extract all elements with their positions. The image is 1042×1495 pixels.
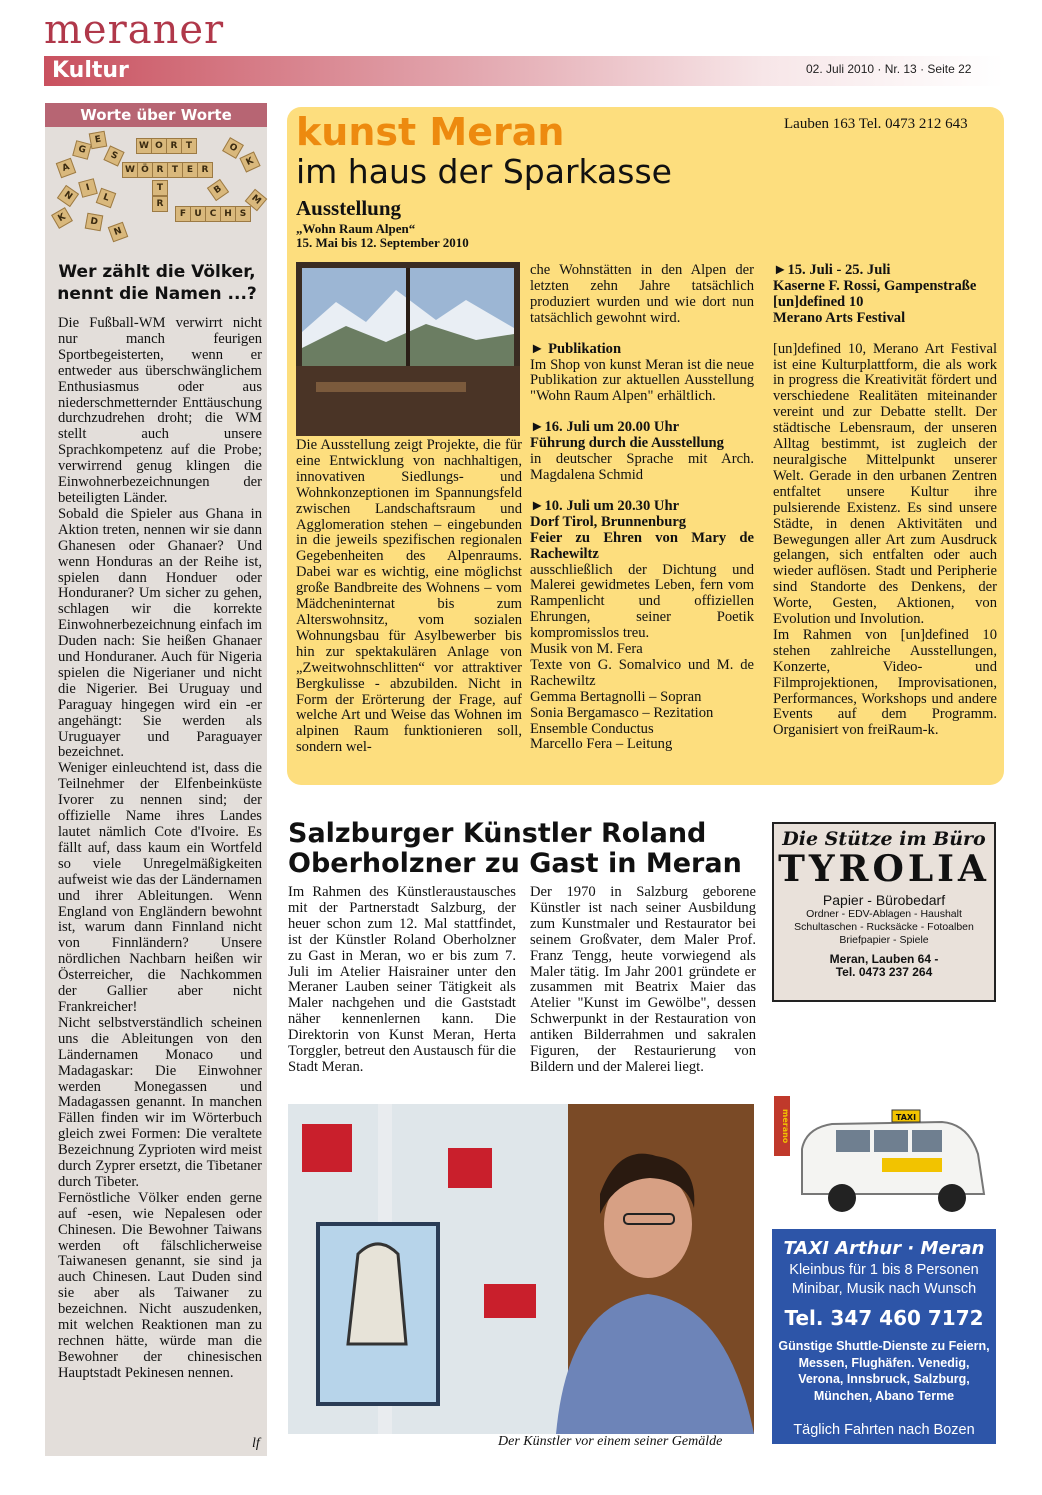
alpine-room-photo bbox=[296, 262, 520, 436]
taxi-shuttle-text: Günstige Shuttle-Dienste zu Feiern, Messen, Flughäfen. Venedig, Verona, Innsbruck, Salzburg, München, Abano Terme bbox=[778, 1339, 990, 1403]
event-celebration-text: ausschließlich der Dichtung und Malerei gewidmetes Leben, fern vom Rampenlicht und offiziellen Ehrungen, seiner Poetik kompromisslos treu. bbox=[530, 561, 754, 642]
section-title: Kultur bbox=[52, 58, 129, 83]
tyrolia-ad[interactable] bbox=[772, 822, 996, 1002]
ad-address-line: Meran, Lauben 64 - bbox=[829, 952, 939, 966]
ad-item-line: Briefpapier - Spiele bbox=[839, 934, 929, 946]
ad-item-line: Ordner - EDV-Ablagen - Haushalt bbox=[806, 908, 962, 920]
festival-text-2: Im Rahmen von [un]defined 10 stehen zahlreiche Ausstellungen, Konzerte, Video- und Filmprojektionen, Improvisationen, Performances, Workshops und andere Events auf dem Programm. Organisiert von freiRaum-k. bbox=[773, 626, 997, 739]
taxi-roof-sign: TAXI bbox=[895, 1113, 917, 1122]
event-tour-title: Führung durch die Ausstellung bbox=[530, 435, 724, 452]
credit-line: Ensemble Conductus bbox=[530, 720, 654, 737]
scrabble-tiles-image: A G E S W O R T W Ö R T E R T R F U C H S O K N I L K D N M B bbox=[50, 130, 262, 240]
article-headline: Salzburger Künstler Roland Oberholzner zu Gast in Meran bbox=[288, 818, 742, 879]
ad-address bbox=[774, 953, 994, 979]
exhibition-heading: Ausstellung bbox=[296, 196, 402, 220]
taxi-line-1: Kleinbus für 1 bis 8 Personen bbox=[789, 1262, 979, 1278]
article-column-1 bbox=[288, 885, 516, 1076]
publication-heading: ► Publikation bbox=[530, 340, 622, 357]
left-column-body bbox=[58, 316, 262, 1382]
kunst-meran-title: kunst Meran bbox=[296, 110, 565, 154]
paragraph: Weniger einleuchtend ist, dass die Teilnehmer der Elfenbeinküste Ivorer zu nennen sind; der offizielle Name ihres Landes lautet nämlich Cote d'Ivoire. Es fällt auf, dass kaum ein Wortfeld so viele Unregelmäßigkeiten aufweist wie das der Ländernamen und ihrer Ableitungen. Wenn England von Engländern bewohnt ist, warum dann Finnland nicht von Finnländern? Unsere nördlichen Nachbarn heißen wir Österreicher, die Nachkommen der Gallier aber nicht Frankreicher! bbox=[58, 760, 262, 1015]
kunst-meran-column-1 bbox=[296, 438, 522, 756]
article-text: Im Rahmen des Künstleraustausches mit der Partnerstadt Salzburg, der heuer schon zum 12. Mal stattfindet, ist der Künstler Roland Oberholzner zu Gast in Meran, wo er bis zum 7. Juli im Atelier Haisrainer unter den Meraner Lauben seiner Tätigkeit als Maler nachgehen und die Gaststadt näher kennenlernen kann. Die Direktorin von Kunst Meran, Herta Torggler, betreut den Austausch für die Stadt Meran. bbox=[288, 884, 516, 1075]
kunst-meran-column-3 bbox=[773, 263, 997, 739]
exhibition-name: „Wohn Raum Alpen“ bbox=[296, 221, 416, 236]
article-text: Der 1970 in Salzburg geborene Künstler ist nach seiner Ausbildung zum Kunstmaler und Restaurator bei seinem Großvater, dem Maler Prof. Franz Tengg, heute vorwiegend als Maler tätig. Im Jahr 2001 gründete er zusammen mit Beatrix Maier das Atelier "Kunst im Gewölbe", dessen Schwerpunkt in der Restauration von antiken Bilderrahmen und sakralen Figuren, der Restaurierung von Bildern und der Malerei liegt. bbox=[530, 884, 756, 1075]
paragraph: Die Fußball-WM verwirrt nicht nur manch feurigen Sportbegeisterten, wenn er entweder aus überschwänglichem Enthusiasmus oder aus niederschmetternder Enttäuschung durchzudrehen droht; die WM stellt auch unsere Sprachkompetenz auf die Probe; verwirrend genug klingen die Einwohnerbezeichnungen der beteiligten Länder. bbox=[58, 315, 262, 506]
taxi-line-2: Minibar, Musik nach Wunsch bbox=[791, 1281, 977, 1297]
masthead-title: meraner bbox=[44, 7, 225, 53]
author-signature: lf bbox=[252, 1436, 260, 1451]
exhibition-description: Die Ausstellung zeigt Projekte, die für eine Entwicklung von nachhaltigen, innovativen Siedlungs- und Wohnkonzeptionen im Spannungsfeld zwischen Landschaftsraum und Agglomeration stehen – eingebunden in die jeweils spezifischen regionalen Gegebenheiten des Alpenraums. Dabei war es wichtig, eine möglichst große Bandbreite des Wohnens – vom Mädcheninternat bis zum Alterswohnsitz, vom sozialen Wohnungsbau für Asylbewerber bis hin zur spektakulären Anlage von „Zweitwohnschlitten“ vor attraktiver Bergkulisse - abzubilden. Nicht in Form der Erörterung der Frage, auf welche Art und Weise das Wohnen im alpinen Raum funktionieren soll, sondern wel- bbox=[296, 437, 522, 756]
left-column-headline: Wer zählt die Völker, nennt die Namen ...? bbox=[57, 262, 257, 304]
credit-line: Sonia Bergamasco – Rezitation bbox=[530, 704, 714, 721]
festival-subtitle: Merano Arts Festival bbox=[773, 309, 906, 326]
event-celebration-place: Dorf Tirol, Brunnenburg bbox=[530, 513, 687, 530]
event-celebration-date: ►10. Juli um 20.30 Uhr bbox=[530, 497, 680, 514]
taxi-ad[interactable] bbox=[772, 1094, 996, 1444]
credit-line: Musik von M. Fera bbox=[530, 641, 643, 658]
taxi-phone: Tel. 347 460 7172 bbox=[784, 1306, 984, 1330]
kunst-meran-column-2 bbox=[530, 263, 754, 753]
ad-category: Papier - Bürobedarf bbox=[822, 892, 946, 908]
festival-name: [un]defined 10 bbox=[773, 293, 864, 310]
publication-text: Im Shop von kunst Meran ist die neue Publikation zur aktuellen Ausstellung "Wohn Raum Alpen" erhältlich. bbox=[530, 356, 754, 405]
credit-line: Gemma Bertagnolli – Sopran bbox=[530, 688, 702, 705]
credit-line: Marcello Fera – Leitung bbox=[530, 736, 673, 753]
ad-phone: Tel. 0473 237 264 bbox=[835, 965, 933, 979]
festival-place: Kaserne F. Rossi, Gampenstraße bbox=[773, 277, 977, 294]
paragraph: Fernöstliche Völker enden gerne auf -esen, wie Nepalesen oder Chinesen. Die Bewohner Taiwans werden oft fälschlicherweise Taiwanesen genannt, sie sind ja auch Chinesen. Laut Duden sind sie aber als Taiwaner zu bezeichnen. Nicht auszudenken, mit welchen Reaktionen man zu rechnen hätte, würde man die Bewohner der chinesischen Hauptstadt Pekinesen nennen. bbox=[58, 1189, 262, 1381]
kunst-meran-subtitle: im haus der Sparkasse bbox=[296, 152, 672, 191]
taxi-bozen-line: Täglich Fahrten nach Bozen bbox=[793, 1422, 975, 1438]
paragraph: Sobald die Spieler aus Ghana in Aktion treten, nennen wir sie dann Ghanesen oder Ghanaer? Und wenn Honduras an der Reihe ist, spielen dann Honduer oder Honduraner? Um sicher zu gehen, schlagen wir die korrekte Einwohnerbezeichnung einfach im Duden nach: Sie heißen Ghanaer und Honduraner. Auch für Nigeria spielen die Nigerianer und nicht die Nigerier. Bei Uruguay und Paraguay hingegen wird ein -er angehängt: Sie werden als Uruguayer und Paraguayer bezeichnet. bbox=[58, 505, 262, 761]
artist-photo bbox=[288, 1104, 754, 1434]
festival-text: [un]defined 10, Merano Art Festival ist eine Kulturplattform, die als work in progress die Kreativität fördert und verschiedene Realitäten miteinander vereint und zur Debatte stellt. Der städtische Lebensraum, der unseren Alltag bestimmt, ist zugleich der neuralgische Mittelpunkt unserer Welt. Gerade in den urbanen Zentren entfaltet unsere Kultur ihre pulsierende Existenz. Es sind unsere Städte, in denen Aktivitäten und Bewegungen aller Art zum Ausdruck gelangen, sich entfalten oder auch wieder auflösen. Stadt und Peripherie sind Standorte des Denkens, der Worte, Gesten, Aktionen, von Evolution und Involution. bbox=[773, 340, 997, 628]
event-tour-text: in deutscher Sprache mit Arch. Magdalena Schmid bbox=[530, 451, 754, 483]
kunst-meran-address: Lauben 163 Tel. 0473 212 643 bbox=[784, 116, 968, 132]
exhibition-description-cont: che Wohnstätten in den Alpen der letzten zehn Jahre tatsächlich produziert wurden und wie dort nun tatsächlich gewohnt wird. bbox=[530, 262, 754, 326]
merano-tag: merano bbox=[774, 1096, 790, 1156]
exhibition-dates: 15. Mai bis 12. September 2010 bbox=[296, 235, 469, 250]
exhibition-title bbox=[296, 222, 469, 250]
ad-brand-logo: TYROLIA bbox=[778, 848, 990, 890]
photo-caption: Der Künstler vor einem seiner Gemälde bbox=[498, 1434, 723, 1449]
taxi-van-image bbox=[772, 1094, 996, 1229]
taxi-title: TAXI Arthur · Meran bbox=[783, 1238, 985, 1259]
event-celebration-title: Feier zu Ehren von Mary de Rachewiltz bbox=[530, 529, 754, 562]
article-column-2 bbox=[530, 885, 756, 1076]
ad-item-line: Schultaschen - Rucksäcke - Fotoalben bbox=[794, 921, 974, 933]
festival-dates: ►15. Juli - 25. Juli bbox=[773, 262, 891, 278]
paragraph: Nicht selbstverständlich scheinen uns die Ableitungen von den Ländernamen Monaco und Madagaskar: Die Einwohner werden Monegassen und Madagassen genannt. In manchen Fällen finden wir im Wörterbuch gleich zwei Formen: Die veraltete Bezeichnung Zyprioten wird meist durch Zyprer ersetzt, die Tibetaner durch Tibeter. bbox=[58, 1014, 262, 1190]
event-tour-date: ►16. Juli um 20.00 Uhr bbox=[530, 419, 680, 436]
issue-line: 02. Juli 2010 · Nr. 13 · Seite 22 bbox=[806, 62, 972, 76]
left-column-header: Worte über Worte bbox=[45, 103, 267, 127]
ad-slogan: Die Stütze im Büro bbox=[782, 828, 986, 850]
credit-line: Texte von G. Somalvico und M. de Rachewiltz bbox=[530, 656, 754, 689]
